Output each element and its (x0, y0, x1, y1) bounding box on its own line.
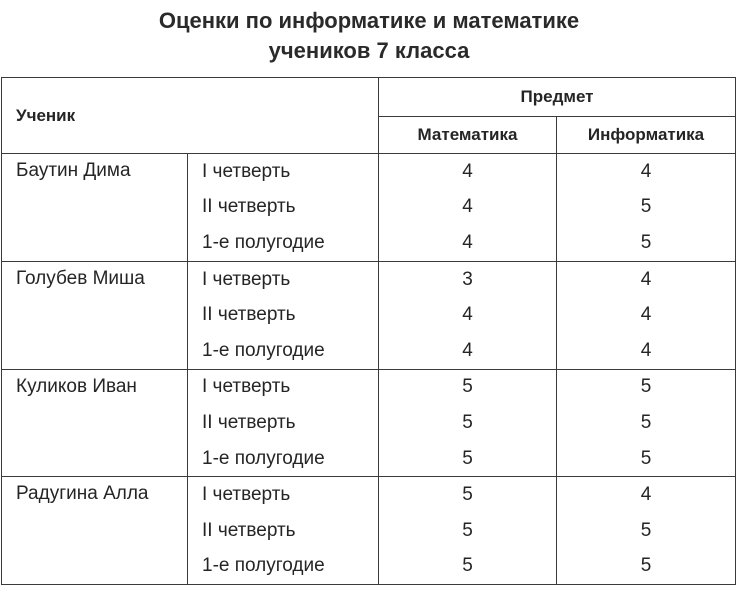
informatics-grade: 4 (557, 261, 736, 297)
period-cell: II четверть (188, 513, 379, 549)
period-cell: I четверть (188, 154, 379, 190)
informatics-grade: 5 (557, 405, 736, 441)
informatics-grade: 5 (557, 549, 736, 585)
math-grade: 5 (379, 441, 557, 477)
student-name: Радугина Алла (2, 477, 188, 585)
math-grade: 4 (379, 154, 557, 190)
student-name: Куликов Иван (2, 369, 188, 477)
math-grade: 5 (379, 369, 557, 405)
math-grade: 4 (379, 297, 557, 333)
informatics-grade: 4 (557, 477, 736, 513)
student-column-header: Ученик (2, 78, 379, 154)
period-cell: 1-е полугодие (188, 333, 379, 369)
informatics-column-header: Информатика (557, 117, 736, 154)
title-line-1: Оценки по информатике и математике (158, 8, 580, 33)
grades-table (1, 77, 736, 585)
math-grade: 3 (379, 261, 557, 297)
table-row (2, 261, 736, 297)
title-line-2: учеников 7 класса (268, 38, 470, 63)
table-row (2, 154, 736, 190)
math-grade: 4 (379, 190, 557, 226)
subject-group-header: Предмет (379, 78, 736, 117)
student-name: Голубев Миша (2, 261, 188, 369)
period-cell: I четверть (188, 261, 379, 297)
page-title (0, 6, 738, 66)
period-cell: I четверть (188, 477, 379, 513)
period-cell: 1-е полугодие (188, 225, 379, 261)
period-cell: 1-е полугодие (188, 441, 379, 477)
period-cell: I четверть (188, 369, 379, 405)
period-cell: II четверть (188, 297, 379, 333)
period-cell: II четверть (188, 190, 379, 226)
informatics-grade: 5 (557, 369, 736, 405)
math-column-header: Математика (379, 117, 557, 154)
table-row (2, 369, 736, 405)
math-grade: 5 (379, 549, 557, 585)
informatics-grade: 5 (557, 225, 736, 261)
informatics-grade: 5 (557, 441, 736, 477)
period-cell: 1-е полугодие (188, 549, 379, 585)
math-grade: 4 (379, 333, 557, 369)
math-grade: 5 (379, 405, 557, 441)
math-grade: 5 (379, 513, 557, 549)
math-grade: 4 (379, 225, 557, 261)
informatics-grade: 5 (557, 190, 736, 226)
informatics-grade: 4 (557, 297, 736, 333)
informatics-grade: 4 (557, 154, 736, 190)
period-cell: II четверть (188, 405, 379, 441)
header-row-top (2, 78, 736, 117)
informatics-grade: 4 (557, 333, 736, 369)
table-row (2, 477, 736, 513)
math-grade: 5 (379, 477, 557, 513)
informatics-grade: 5 (557, 513, 736, 549)
student-name: Баутин Дима (2, 154, 188, 262)
